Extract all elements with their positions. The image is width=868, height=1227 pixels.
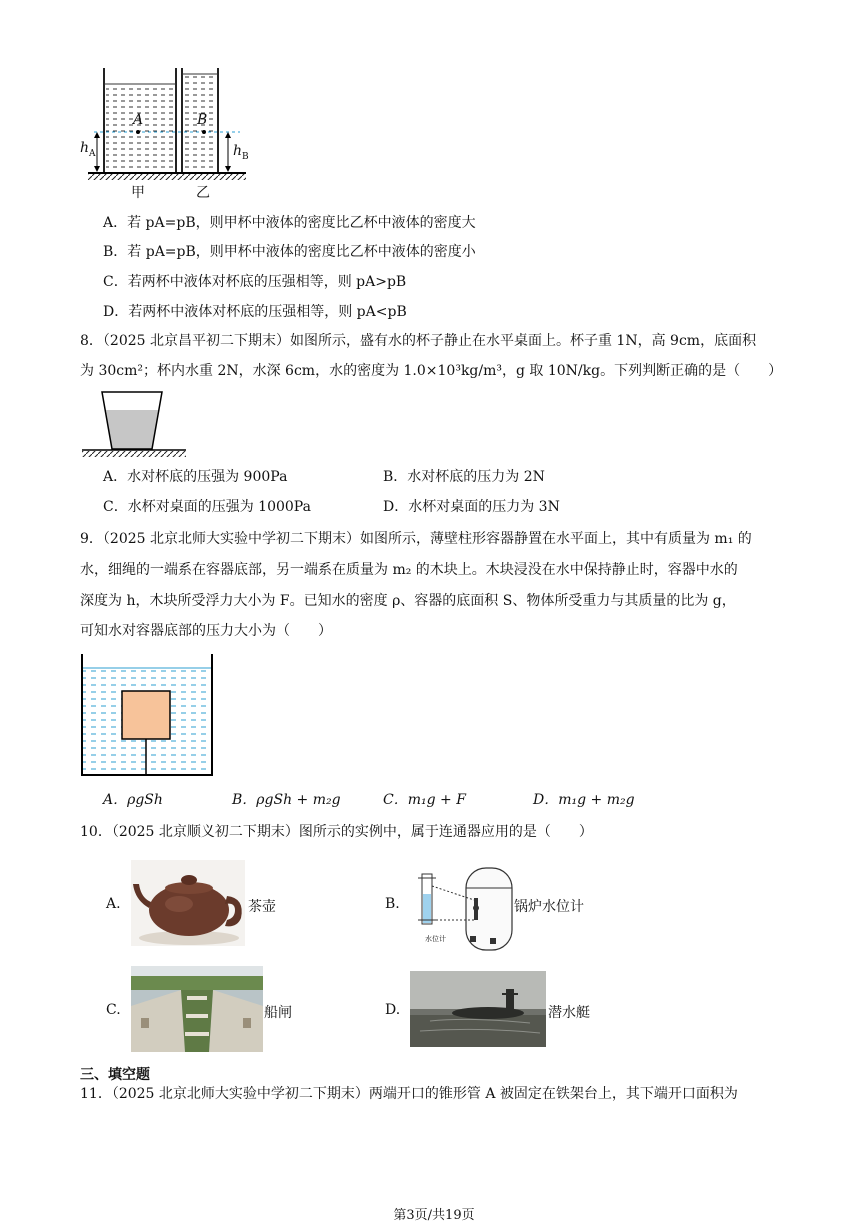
label-point-a: A	[133, 112, 144, 128]
label-point-b: B	[197, 112, 208, 128]
q10-option-d-caption: 潜水艇	[548, 1005, 590, 1021]
q9-text-line4: 可知水对容器底部的压力大小为（ ）	[80, 623, 332, 639]
q10-option-c-letter: C.	[106, 1002, 121, 1018]
teapot-image	[131, 860, 245, 946]
q7-option-d: D．若两杯中液体对杯底的压强相等，则 pA<pB	[103, 304, 407, 320]
q9-option-c: C．m₁g + F	[383, 792, 466, 808]
beakers-figure	[80, 62, 250, 202]
q8-text-line2: 为 30cm²；杯内水重 2N，水深 6cm，水的密度为 1.0×10³kg/m³，g 取 10N/kg。下列判断正确的是（ ）	[80, 363, 783, 379]
label-jia: 甲	[131, 185, 145, 201]
label-height-a: $h_A$	[80, 140, 96, 159]
label-yi: 乙	[196, 185, 210, 201]
section-heading-fill-blank: 三、填空题	[80, 1067, 150, 1083]
q7-option-b: B．若 pA=pB，则甲杯中液体的密度比乙杯中液体的密度小	[103, 244, 476, 260]
q10-option-a-letter: A.	[106, 896, 121, 912]
q9-option-d: D．m₁g + m₂g	[533, 792, 635, 808]
q9-text-line2: 水，细绳的一端系在容器底部，另一端系在质量为 m₂ 的木块上。木块浸没在水中保持静止时，容器中水的	[80, 562, 738, 578]
q8-text-line1: 8．（2025 北京昌平初二下期末）如图所示，盛有水的杯子静止在水平桌面上。杯子重 1N，高 9cm，底面积	[80, 333, 757, 349]
q7-option-c: C．若两杯中液体对杯底的压强相等，则 pA>pB	[103, 274, 407, 290]
q8-option-c: C．水杯对桌面的压强为 1000Pa	[103, 499, 311, 515]
q9-option-a: A．ρgSh	[103, 792, 163, 808]
q11-text-line1: 11．（2025 北京北师大实验中学初二下期末）两端开口的锥形管 A 被固定在铁架台上，其下端开口面积为	[80, 1086, 738, 1102]
q10-option-b-caption: 锅炉水位计	[514, 899, 584, 915]
submarine-image	[410, 971, 546, 1047]
q8-option-b: B．水对杯底的压力为 2N	[383, 469, 545, 485]
q7-option-a: A．若 pA=pB，则甲杯中液体的密度比乙杯中液体的密度大	[103, 215, 476, 231]
cup-figure	[80, 388, 190, 458]
q10-option-c-caption: 船闸	[264, 1005, 292, 1021]
q9-option-b: B．ρgSh + m₂g	[232, 792, 341, 808]
q10-gauge-label: 水位计	[425, 935, 446, 943]
container-block-figure	[80, 654, 216, 780]
q9-text-line1: 9．（2025 北京北师大实验中学初二下期末）如图所示，薄壁柱形容器静置在水平面上，其中有质量为 m₁ 的	[80, 531, 752, 547]
q10-option-d-letter: D.	[385, 1002, 401, 1018]
label-height-b: $h_B$	[233, 143, 249, 162]
q10-option-b-letter: B.	[385, 896, 400, 912]
q10-text-line1: 10．（2025 北京顺义初二下期末）图所示的实例中，属于连通器应用的是（ ）	[80, 824, 593, 840]
q8-option-d: D．水杯对桌面的压力为 3N	[383, 499, 560, 515]
page-footer: 第3页/共19页	[393, 1208, 475, 1223]
q10-option-a-caption: 茶壶	[248, 899, 276, 915]
ship-lock-image	[131, 966, 263, 1052]
q8-option-a: A．水对杯底的压强为 900Pa	[103, 469, 288, 485]
q9-text-line3: 深度为 h，木块所受浮力大小为 F。已知水的密度 ρ、容器的底面积 S、物体所受重力与其质量的比为 g，	[80, 593, 736, 609]
